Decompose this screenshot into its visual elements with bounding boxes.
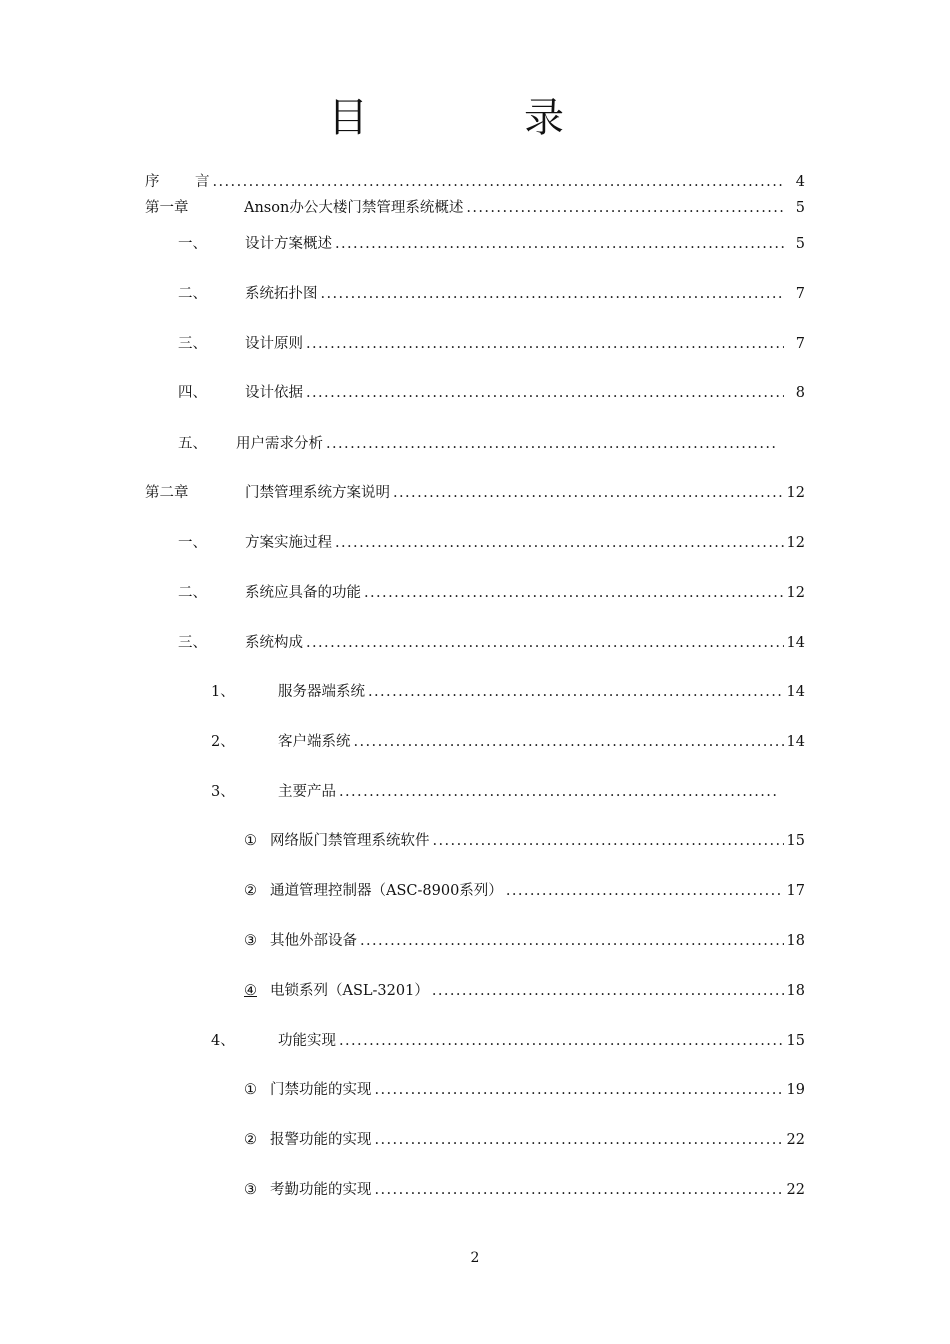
toc-dot-leader [432,980,784,1002]
toc-entry-page: 12 [786,585,805,601]
toc-entry[interactable] [178,382,805,404]
toc-entry-page: 18 [786,933,805,949]
toc-entry-number: ③ [244,1182,257,1198]
toc-entry-page: 4 [795,174,805,190]
toc-dot-leader [360,930,784,952]
toc-entry-label: 主要产品 [278,784,336,800]
toc-entry[interactable] [211,681,805,703]
toc-dot-leader [213,171,785,193]
toc-entry-label: 方案实施过程 [245,535,332,551]
toc-entry-label: 网络版门禁管理系统软件 [270,833,430,849]
toc-entry-number: 第二章 [145,485,189,501]
toc-entry-label: 系统拓扑图 [245,286,318,302]
toc-entry[interactable] [178,283,805,305]
toc-entry-page: 22 [786,1132,805,1148]
toc-entry[interactable] [178,333,805,355]
toc-entry-number: ③ [244,933,257,949]
toc-dot-leader [506,880,784,902]
toc-dot-leader [466,197,784,219]
toc-entry-number: 三、 [178,635,207,651]
toc-entry[interactable] [178,233,805,255]
toc-dot-leader [335,233,784,255]
toc-entry[interactable] [211,781,798,803]
toc-entry-page: 7 [795,286,805,302]
toc-entry[interactable] [178,632,805,654]
toc-dot-leader [339,781,777,803]
toc-entry-label: 报警功能的实现 [270,1132,372,1148]
toc-entry-label: 系统应具备的功能 [245,585,361,601]
toc-dot-leader [326,433,777,455]
toc-dot-leader [306,333,784,355]
toc-entry[interactable] [244,830,805,852]
toc-dot-leader [306,382,784,404]
toc-entry-label: 设计依据 [245,385,303,401]
toc-entry[interactable] [211,731,805,753]
toc-entry-label: 门禁管理系统方案说明 [245,485,390,501]
toc-entry-label: 用户需求分析 [236,436,323,452]
toc-entry-number: 一、 [178,236,207,252]
page-title: 目 录 [328,95,622,141]
toc-entry-label: 服务器端系统 [278,684,365,700]
toc-dot-leader [375,1179,784,1201]
toc-dot-leader [335,532,784,554]
toc-entry-label: 言 [195,174,210,190]
toc-entry-number: 第一章 [145,200,189,216]
toc-dot-leader [306,632,784,654]
toc-entry-label: 设计原则 [245,336,303,352]
page-number: 2 [470,1250,480,1266]
toc-entry-page: 19 [786,1082,805,1098]
toc-entry[interactable] [178,582,805,604]
toc-entry[interactable] [244,1129,805,1151]
toc-entry-label: 门禁功能的实现 [270,1082,372,1098]
toc-entry-label: 电锁系列（ASL-3201） [270,983,429,999]
toc-entry[interactable] [244,980,805,1002]
toc-entry-label: Anson办公大楼门禁管理系统概述 [244,200,464,216]
toc-entry-label: 客户端系统 [278,734,351,750]
toc-entry-number: 二、 [178,585,207,601]
toc-entry-number: 2、 [211,734,235,750]
toc-entry-page: 5 [795,236,805,252]
toc-dot-leader [364,582,784,604]
toc-entry[interactable] [178,433,798,455]
toc-entry-number: ② [244,883,257,899]
toc-entry-number: 序 [145,174,160,190]
toc-entry[interactable] [178,532,805,554]
toc-entry-label: 设计方案概述 [245,236,332,252]
toc-entry-page: 5 [795,200,805,216]
toc-entry-label: 系统构成 [245,635,303,651]
toc-entry-page: 15 [786,1033,805,1049]
toc-entry-number: 1、 [211,684,235,700]
toc-entry-label: 功能实现 [278,1033,336,1049]
toc-entry-page: 12 [786,535,805,551]
toc-entry-page: 14 [786,734,805,750]
toc-entry-number: ① [244,1082,257,1098]
toc-entry-number: ④ [244,983,257,999]
toc-entry[interactable] [244,1179,805,1201]
toc-entry-number: 3、 [211,784,235,800]
toc-dot-leader [368,681,784,703]
toc-entry-page: 12 [786,485,805,501]
toc-entry-number: 五、 [178,436,207,452]
toc-entry-number: 4、 [211,1033,235,1049]
toc-entry[interactable] [145,482,805,504]
toc-entry[interactable] [244,880,805,902]
toc-entry-number: 一、 [178,535,207,551]
toc-dot-leader [375,1129,784,1151]
toc-entry-number: 四、 [178,385,207,401]
toc-dot-leader [375,1079,784,1101]
toc-dot-leader [321,283,785,305]
toc-entry-number: 三、 [178,336,207,352]
toc-dot-leader [393,482,784,504]
toc-entry-label: 考勤功能的实现 [270,1182,372,1198]
toc-entry[interactable] [244,930,805,952]
toc-entry-number: ② [244,1132,257,1148]
toc-entry-label: 通道管理控制器（ASC-8900系列） [270,883,503,899]
toc-entry-page: 18 [786,983,805,999]
toc-entry-label: 其他外部设备 [270,933,357,949]
toc-entry[interactable] [211,1030,805,1052]
toc-dot-leader [339,1030,784,1052]
toc-entry-number: 二、 [178,286,207,302]
toc-entry[interactable] [145,197,805,219]
toc-entry-page: 7 [795,336,805,352]
toc-entry[interactable] [244,1079,805,1101]
toc-entry-page: 22 [786,1182,805,1198]
toc-entry[interactable] [145,171,805,193]
toc-dot-leader [433,830,784,852]
toc-entry-page: 14 [786,684,805,700]
toc-entry-page: 14 [786,635,805,651]
toc-entry-page: 8 [795,385,805,401]
toc-entry-number: ① [244,833,257,849]
toc-dot-leader [354,731,784,753]
toc-entry-page: 17 [786,883,805,899]
toc-entry-page: 15 [786,833,805,849]
